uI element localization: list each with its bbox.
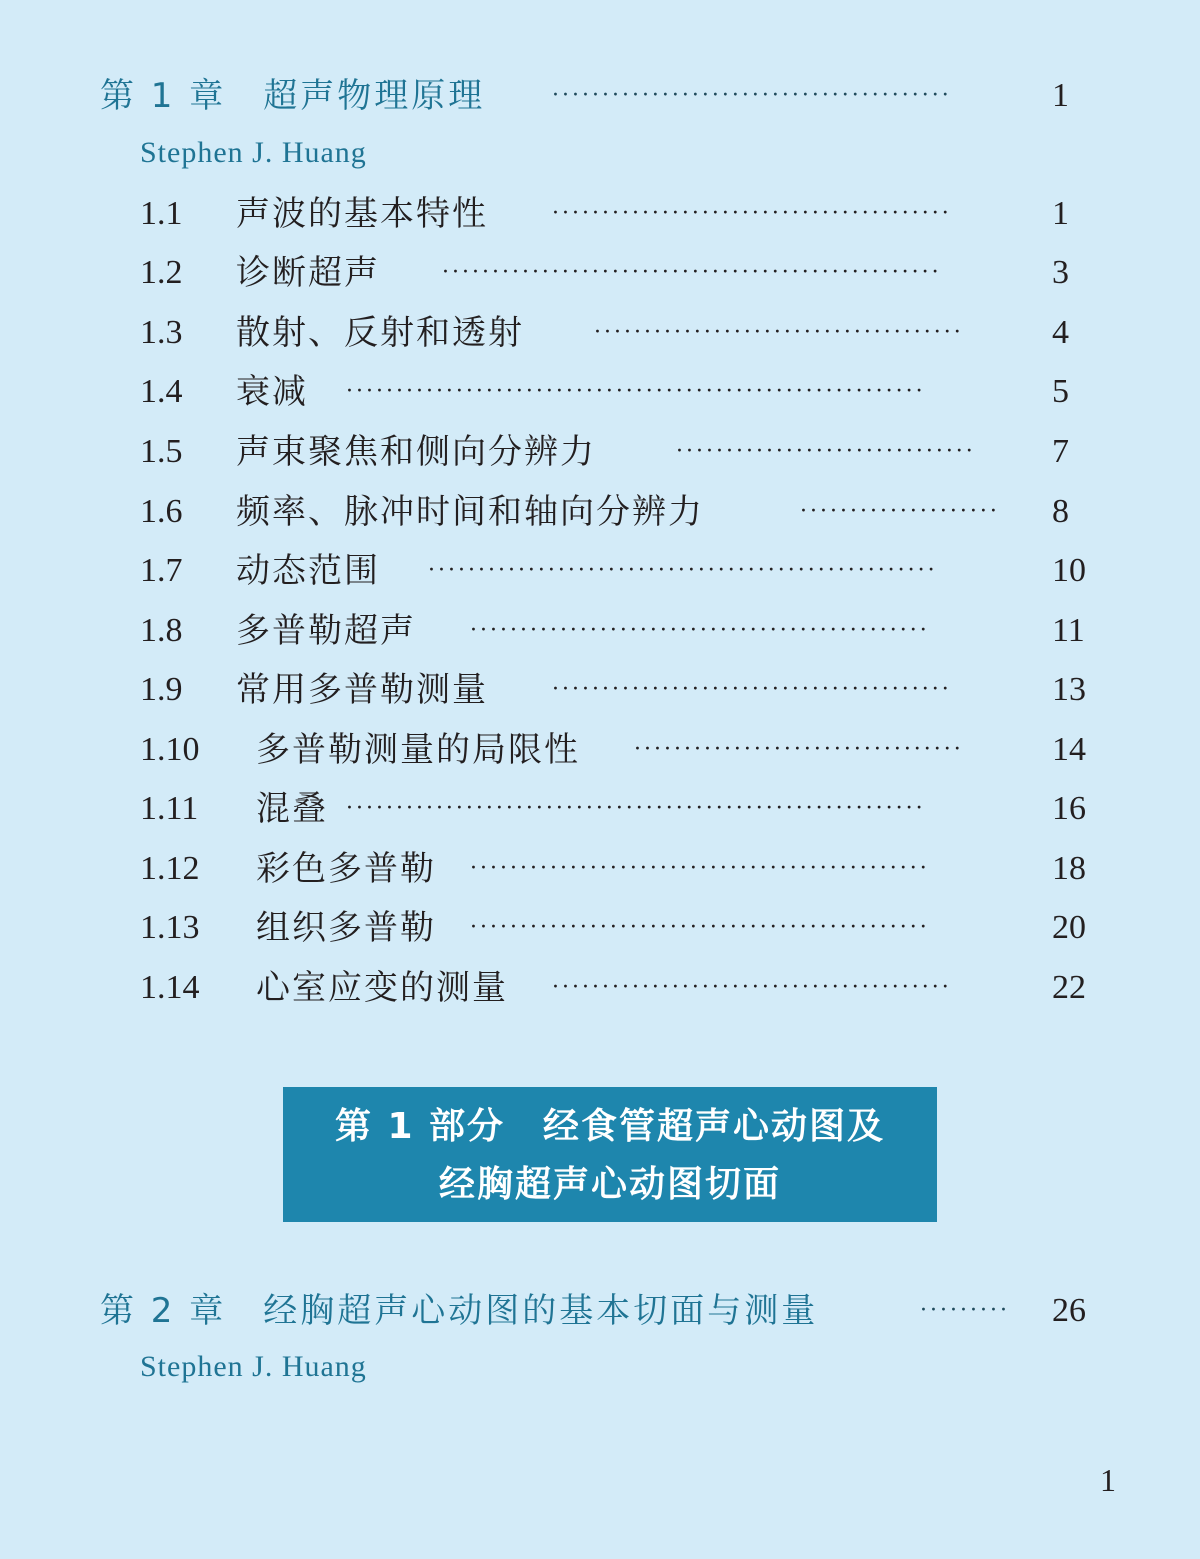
chapter-1-page: 1 <box>1052 77 1069 114</box>
section-number: 1.4 <box>140 373 183 410</box>
toc-section[interactable] <box>0 543 1200 599</box>
section-title: 声束聚焦和侧向分辨力 <box>236 432 596 472</box>
part-1-banner[interactable] <box>283 1087 937 1222</box>
part-1-title-line-2: 经胸超声心动图切面 <box>438 1164 781 1205</box>
section-number: 1.8 <box>140 612 183 649</box>
dot-leader: ········· <box>920 1298 1010 1323</box>
toc-section[interactable] <box>0 364 1200 420</box>
section-number: 1.12 <box>140 850 200 887</box>
dot-leader: ·············································· <box>470 915 930 940</box>
toc-section[interactable] <box>0 484 1200 540</box>
toc-section[interactable] <box>0 900 1200 956</box>
section-page: 16 <box>1052 790 1086 827</box>
toc-section[interactable] <box>0 662 1200 718</box>
section-title: 动态范围 <box>236 551 380 591</box>
section-page: 11 <box>1052 612 1085 649</box>
dot-leader: ································· <box>634 737 964 762</box>
section-number: 1.2 <box>140 254 183 291</box>
section-page: 13 <box>1052 671 1086 708</box>
section-title: 彩色多普勒 <box>256 849 436 889</box>
toc-chapter-2[interactable] <box>0 1283 1200 1339</box>
section-title: 多普勒超声 <box>236 611 416 651</box>
chapter-2-page: 26 <box>1052 1292 1086 1329</box>
dot-leader: ········································ <box>552 975 952 1000</box>
section-page: 1 <box>1052 195 1069 232</box>
section-title: 组织多普勒 <box>256 908 436 948</box>
section-page: 20 <box>1052 909 1086 946</box>
chapter-2-author: Stephen J. Huang <box>140 1350 367 1383</box>
section-page: 4 <box>1052 314 1069 351</box>
dot-leader: ·············································· <box>470 618 930 643</box>
toc-section[interactable] <box>0 186 1200 242</box>
section-page: 10 <box>1052 552 1086 589</box>
dot-leader: ··················································· <box>428 558 938 583</box>
dot-leader: ········································ <box>552 83 952 108</box>
toc-section[interactable] <box>0 245 1200 301</box>
toc-section[interactable] <box>0 960 1200 1016</box>
toc-section[interactable] <box>0 603 1200 659</box>
section-number: 1.6 <box>140 493 183 530</box>
section-number: 1.7 <box>140 552 183 589</box>
section-page: 14 <box>1052 731 1086 768</box>
chapter-2-title: 第 2 章 经胸超声心动图的基本切面与测量 <box>100 1291 819 1331</box>
section-number: 1.11 <box>140 790 199 827</box>
dot-leader: ·················································· <box>442 260 942 285</box>
page-number: 1 <box>1100 1462 1116 1498</box>
section-title: 频率、脉冲时间和轴向分辨力 <box>236 492 704 532</box>
toc-section[interactable] <box>0 424 1200 480</box>
toc-section[interactable] <box>0 722 1200 778</box>
section-title: 心室应变的测量 <box>256 968 508 1008</box>
dot-leader: ········································ <box>552 677 952 702</box>
section-page: 3 <box>1052 254 1069 291</box>
section-title: 声波的基本特性 <box>236 194 488 234</box>
chapter-1-author: Stephen J. Huang <box>140 136 367 169</box>
section-title: 诊断超声 <box>236 253 380 293</box>
chapter-1-title: 第 1 章 超声物理原理 <box>100 76 486 116</box>
dot-leader: ···················· <box>800 499 1000 524</box>
dot-leader: ·························································· <box>346 379 926 404</box>
dot-leader: ·············································· <box>470 856 930 881</box>
section-title: 衰减 <box>236 372 308 412</box>
section-title: 多普勒测量的局限性 <box>256 730 580 770</box>
section-title: 常用多普勒测量 <box>236 670 488 710</box>
section-number: 1.5 <box>140 433 183 470</box>
toc-section[interactable] <box>0 781 1200 837</box>
dot-leader: ······························ <box>676 439 976 464</box>
section-number: 1.3 <box>140 314 183 351</box>
section-title: 散射、反射和透射 <box>236 313 524 353</box>
section-page: 18 <box>1052 850 1086 887</box>
toc-section[interactable] <box>0 841 1200 897</box>
section-page: 22 <box>1052 969 1086 1006</box>
section-number: 1.13 <box>140 909 200 946</box>
part-1-title-line-1: 第 1 部分 经食管超声心动图及 <box>334 1106 886 1147</box>
section-number: 1.1 <box>140 195 183 232</box>
toc-section[interactable] <box>0 305 1200 361</box>
section-number: 1.14 <box>140 969 200 1006</box>
toc-chapter-1[interactable] <box>0 68 1200 124</box>
dot-leader: ········································ <box>552 201 952 226</box>
section-page: 7 <box>1052 433 1069 470</box>
section-number: 1.9 <box>140 671 183 708</box>
section-title: 混叠 <box>256 789 328 829</box>
section-page: 5 <box>1052 373 1069 410</box>
section-page: 8 <box>1052 493 1069 530</box>
section-number: 1.10 <box>140 731 200 768</box>
dot-leader: ·························································· <box>346 796 926 821</box>
dot-leader: ····································· <box>594 320 964 345</box>
